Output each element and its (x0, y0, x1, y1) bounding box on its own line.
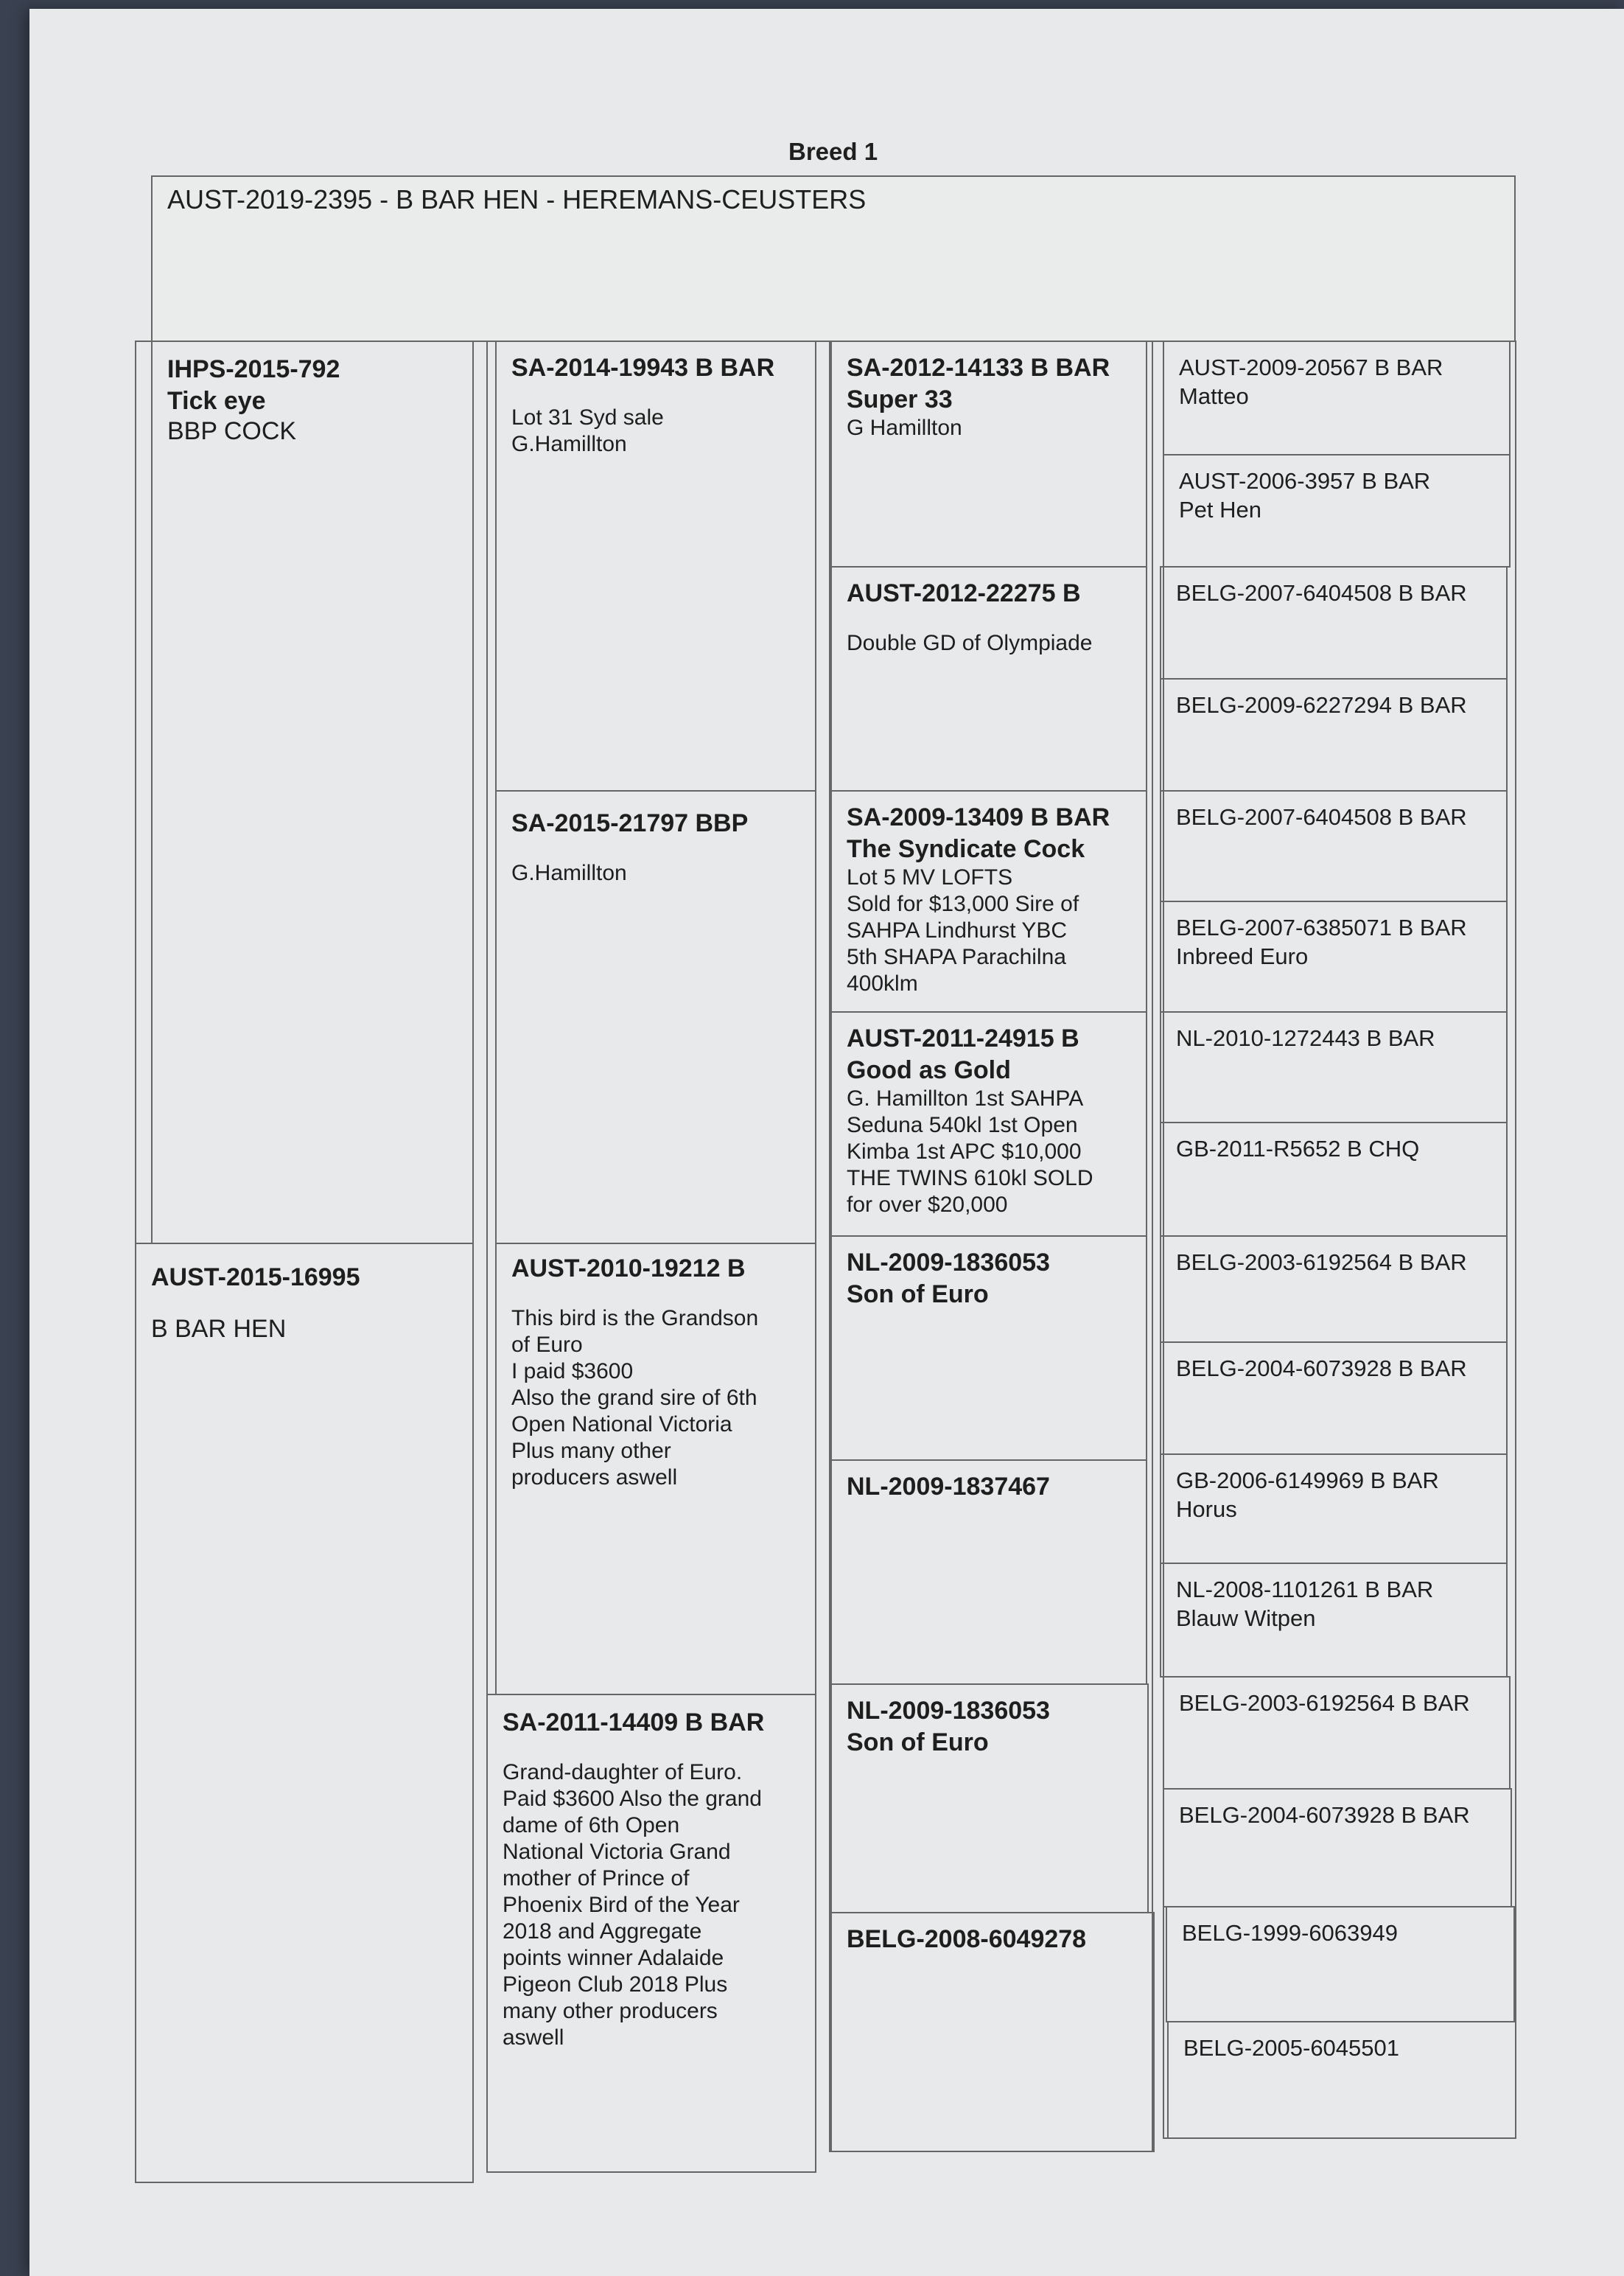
gen2-cell-2 (495, 790, 816, 1244)
gen2-line: aswell (503, 2025, 564, 2050)
gen1-sire-name: Tick eye (167, 386, 266, 415)
page-title: Breed 1 (788, 138, 878, 165)
gen3-id-5: NL-2009-1836053 (847, 1249, 1050, 1277)
gen3-id-7: NL-2009-1836053 (847, 1697, 1050, 1725)
gen3-cell-4 (830, 1011, 1147, 1237)
gen4-cell-3 (1160, 566, 1508, 680)
gen2-id-3: AUST-2010-19212 B (511, 1254, 746, 1282)
gen2-id-4: SA-2011-14409 B BAR (503, 1708, 765, 1736)
gen4-id: BELG-2003-6192564 B BAR (1176, 1249, 1467, 1275)
gen3-id-3: SA-2009-13409 B BAR (847, 803, 1110, 831)
gen4-id: BELG-2007-6385071 B BAR (1176, 915, 1467, 940)
gen3-id-6: NL-2009-1837467 (847, 1473, 1050, 1501)
gen4-id: BELG-1999-6063949 (1182, 1920, 1399, 1946)
gen4-cell-12 (1160, 1563, 1508, 1678)
gen3-cell-1 (830, 341, 1147, 568)
gen2-cell-3 (495, 1243, 816, 1695)
gen2-cell-1 (495, 341, 816, 792)
gen3-name-7: Son of Euro (847, 1728, 989, 1756)
gen3-cell-3 (830, 790, 1147, 1013)
gen2-line: National Victoria Grand (503, 1839, 731, 1864)
gen1-dam-id: AUST-2015-16995 (151, 1263, 360, 1291)
gen4-name: Blauw Witpen (1176, 1605, 1316, 1631)
gen4-id: GB-2011-R5652 B CHQ (1176, 1136, 1420, 1162)
gen3-line: Lot 5 MV LOFTS (847, 865, 1013, 890)
gen3-line: Seduna 540kl 1st Open (847, 1113, 1078, 1137)
gen3-line: G. Hamillton 1st SAHPA (847, 1086, 1084, 1111)
gen3-line: 5th SHAPA Parachilna (847, 945, 1066, 969)
gen3-line: Double GD of Olympiade (847, 630, 1093, 655)
gen4-id: AUST-2006-3957 B BAR (1179, 468, 1431, 494)
gen3-line: Kimba 1st APC $10,000 (847, 1139, 1082, 1164)
gen3-line: THE TWINS 610kl SOLD (847, 1166, 1093, 1190)
gen4-id: BELG-2007-6404508 B BAR (1176, 804, 1467, 830)
gen3-id-2: AUST-2012-22275 B (847, 579, 1081, 607)
gen4-cell-7 (1160, 1011, 1508, 1123)
gen2-line: 2018 and Aggregate (503, 1919, 702, 1944)
gen2-line: mother of Prince of (503, 1865, 690, 1891)
gen3-line: Sold for $13,000 Sire of (847, 892, 1079, 916)
gen2-line: Also the grand sire of 6th (511, 1385, 757, 1410)
gen3-line: 400klm (847, 971, 918, 996)
gen2-line: many other producers (503, 1998, 718, 2023)
gen4-id: BELG-2005-6045501 (1183, 2035, 1400, 2061)
gen4-name: Matteo (1179, 383, 1249, 409)
gen4-id: NL-2010-1272443 B BAR (1176, 1025, 1435, 1051)
gen2-line: Open National Victoria (511, 1411, 732, 1437)
gen3-cell-2 (830, 566, 1147, 792)
gen4-id: BELG-2003-6192564 B BAR (1179, 1690, 1470, 1716)
gen4-cell-10 (1160, 1341, 1508, 1455)
gen4-cell-15 (1166, 1906, 1515, 2022)
gen3-line: for over $20,000 (847, 1193, 1008, 1217)
gen2-line: producers aswell (511, 1465, 678, 1490)
gen4-name: Horus (1176, 1495, 1237, 1522)
gen2-line: I paid $3600 (511, 1358, 634, 1383)
gen1-sire-desc: BBP COCK (167, 417, 297, 445)
gen3-name-1: Super 33 (847, 385, 953, 413)
gen1-sire-cell (151, 341, 474, 1244)
gen4-cell-2 (1163, 454, 1511, 568)
gen4-id: BELG-2004-6073928 B BAR (1179, 1802, 1470, 1828)
gen1-dam-cell (135, 1243, 474, 2183)
gen4-id: BELG-2004-6073928 B BAR (1176, 1355, 1467, 1381)
gen3-name-5: Son of Euro (847, 1280, 989, 1308)
gen4-id: AUST-2009-20567 B BAR (1179, 355, 1443, 380)
gen4-id: BELG-2009-6227294 B BAR (1176, 692, 1467, 718)
gen3-name-3: The Syndicate Cock (847, 834, 1085, 863)
gen2-line: G.Hamillton (511, 860, 627, 885)
gen2-line: Grand-daughter of Euro. (503, 1759, 743, 1784)
gen4-cell-9 (1160, 1235, 1508, 1343)
gen4-cell-4 (1160, 678, 1508, 792)
gen2-line: dame of 6th Open (503, 1812, 680, 1837)
gen2-cell-4 (486, 1694, 816, 2173)
gen3-line: SAHPA Lindhurst YBC (847, 918, 1068, 943)
gen2-line: Paid $3600 Also the grand (503, 1786, 762, 1811)
gen4-id: NL-2008-1101261 B BAR (1176, 1577, 1434, 1602)
gen2-id-2: SA-2015-21797 BBP (511, 809, 749, 837)
gen3-cell-8 (830, 1912, 1155, 2152)
gen4-cell-1 (1163, 341, 1511, 455)
gen2-line: Plus many other (511, 1438, 671, 1463)
gen3-name-4: Good as Gold (847, 1055, 1011, 1084)
gen2-line: Phoenix Bird of the Year (503, 1892, 740, 1917)
gen2-line: points winner Adalaide (503, 1945, 724, 1970)
gen3-cell-7 (830, 1683, 1149, 1913)
gen4-cell-5 (1160, 790, 1508, 902)
gen4-cell-14 (1163, 1788, 1512, 1907)
gen2-line: This bird is the Grandson (511, 1305, 759, 1330)
gen4-cell-13 (1163, 1676, 1511, 1790)
gen3-id-1: SA-2012-14133 B BAR (847, 354, 1110, 382)
gen4-name: Pet Hen (1179, 496, 1262, 523)
gen2-line: Lot 31 Syd sale (511, 405, 664, 430)
subject-bird-box (151, 175, 1516, 342)
gen4-cell-16 (1167, 2021, 1516, 2139)
gen2-id-1: SA-2014-19943 B BAR (511, 354, 775, 382)
gen4-id: BELG-2007-6404508 B BAR (1176, 580, 1467, 606)
gen4-cell-6 (1160, 901, 1508, 1013)
subject-bird-label: AUST-2019-2395 - B BAR HEN - HEREMANS-CEUSTERS (167, 184, 867, 214)
gen3-id-4: AUST-2011-24915 B (847, 1024, 1079, 1053)
gen1-dam-desc: B BAR HEN (151, 1314, 287, 1343)
gen3-line: G Hamillton (847, 416, 962, 440)
gen4-cell-8 (1160, 1122, 1508, 1237)
gen2-line: of Euro (511, 1332, 583, 1357)
gen4-cell-11 (1160, 1453, 1508, 1564)
gen2-line: Pigeon Club 2018 Plus (503, 1972, 728, 1997)
gen1-sire-id: IHPS-2015-792 (167, 355, 340, 383)
gen3-id-8: BELG-2008-6049278 (847, 1925, 1087, 1953)
gen3-cell-5 (830, 1235, 1147, 1461)
gen4-id: GB-2006-6149969 B BAR (1176, 1467, 1439, 1493)
gen4-name: Inbreed Euro (1176, 943, 1309, 969)
gen3-cell-6 (830, 1459, 1147, 1685)
gen2-line: G.Hamillton (511, 431, 627, 456)
